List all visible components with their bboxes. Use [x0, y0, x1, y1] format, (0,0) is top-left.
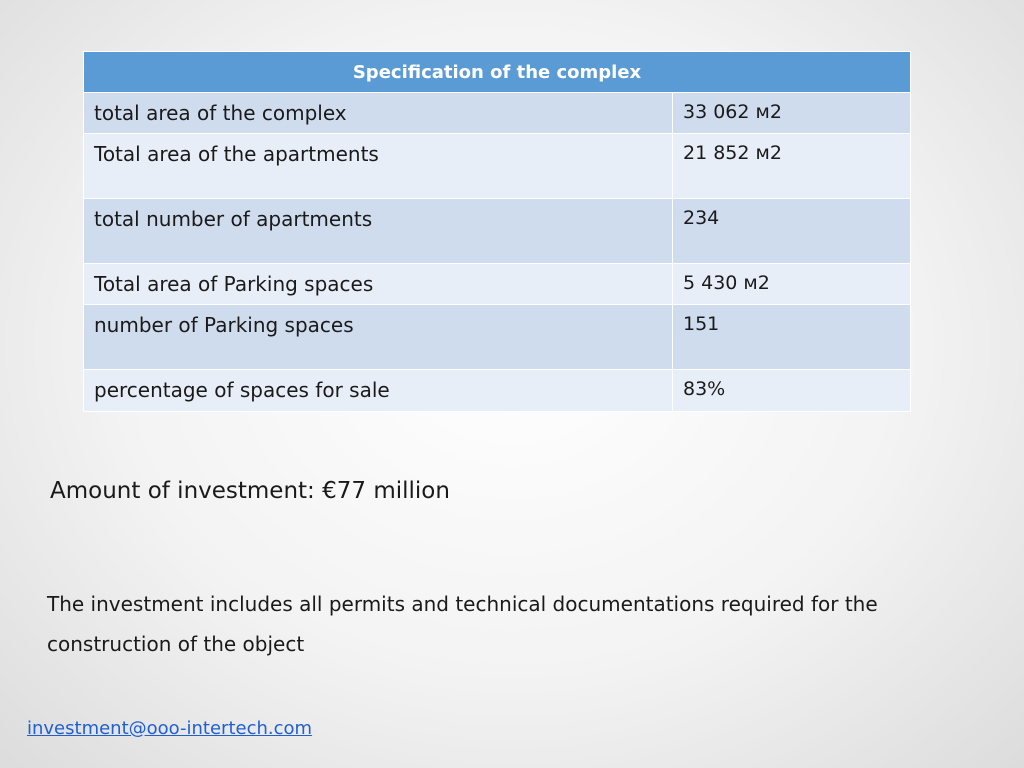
row-label: Total area of the apartments	[84, 134, 673, 199]
row-value: 83%	[673, 370, 911, 412]
row-value: 151	[673, 305, 911, 370]
investment-note: The investment includes all permits and technical documentations required for the construction of the object	[47, 592, 878, 656]
row-value: 234	[673, 199, 911, 264]
table-row	[84, 134, 911, 199]
row-label: percentage of spaces for sale	[84, 370, 673, 412]
table-row	[84, 93, 911, 134]
contact-email-link[interactable]: investment@ooo-intertech.com	[27, 718, 313, 739]
row-label: number of Parking spaces	[84, 305, 673, 370]
row-value: 5 430 м2	[673, 264, 911, 305]
row-value: 33 062 м2	[673, 93, 911, 134]
investment-amount: Amount of investment: €77 million	[50, 478, 450, 504]
table-row	[84, 370, 911, 412]
row-label: total area of the complex	[84, 93, 673, 134]
table-row	[84, 305, 911, 370]
row-value: 21 852 м2	[673, 134, 911, 199]
table-title: Specification of the complex	[84, 52, 911, 93]
table-row	[84, 264, 911, 305]
row-label: total number of apartments	[84, 199, 673, 264]
specification-table	[83, 51, 911, 412]
row-label: Total area of Parking spaces	[84, 264, 673, 305]
table-row	[84, 199, 911, 264]
